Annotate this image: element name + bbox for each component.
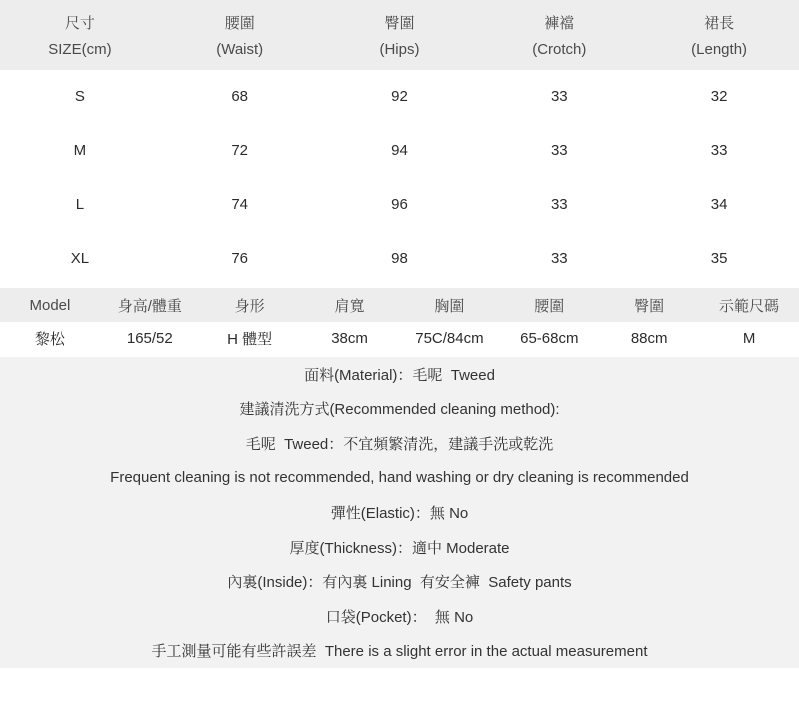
cell-hips: 94 bbox=[391, 142, 408, 160]
model-cell-height-weight: 165/52 bbox=[126, 330, 173, 347]
cell-size: M bbox=[73, 142, 87, 160]
info-cleaning-method-title: 建議清洗方式(Recommended cleaning method): bbox=[239, 401, 560, 419]
info-inside-lining: 內裏(Inside)：有內裏 Lining 有安全褲 Safety pants bbox=[227, 574, 572, 592]
size-col-header-en: (Hips) bbox=[379, 41, 420, 59]
size-col-header-size bbox=[0, 0, 160, 70]
model-col-header: 身形 bbox=[234, 297, 265, 315]
cell-hips: 98 bbox=[391, 249, 408, 267]
model-col-header: 身高/體重 bbox=[117, 297, 182, 315]
cell-size: S bbox=[74, 88, 85, 106]
table-row-size-xl bbox=[0, 231, 799, 285]
info-pocket: 口袋(Pocket)： 無 No bbox=[325, 608, 474, 626]
size-col-header-hips bbox=[320, 0, 480, 70]
table-row-size-m bbox=[0, 124, 799, 178]
cell-hips: 92 bbox=[391, 88, 408, 106]
info-thickness: 厚度(Thickness)：適中 Moderate bbox=[289, 539, 510, 557]
cell-waist: 68 bbox=[231, 88, 249, 106]
model-cell-name: 黎松 bbox=[34, 331, 65, 348]
info-cleaning-method-zh: 毛呢 Tweed：不宜頻繁清洗，建議手洗或乾洗 bbox=[245, 435, 554, 453]
cell-length: 33 bbox=[710, 142, 728, 160]
model-col-header: Model bbox=[29, 296, 71, 314]
cell-waist: 72 bbox=[231, 142, 249, 160]
table-row-size-s bbox=[0, 70, 799, 124]
size-col-header-waist bbox=[160, 0, 320, 70]
cell-length: 32 bbox=[710, 88, 728, 106]
model-table-header bbox=[0, 288, 799, 322]
cell-length: 35 bbox=[710, 249, 728, 267]
info-cleaning-method-en: Frequent cleaning is not recommended, hand washing or dry cleaning is recommended bbox=[110, 469, 689, 487]
model-cell-demo-size: M bbox=[742, 330, 756, 347]
size-col-header-length bbox=[639, 0, 799, 70]
model-col-header: 腰圍 bbox=[534, 297, 565, 315]
model-cell-bust: 75C/84cm bbox=[415, 330, 484, 347]
size-col-header-zh: 腰圍 bbox=[224, 14, 255, 32]
size-col-header-zh: 尺寸 bbox=[64, 14, 95, 32]
size-col-header-zh: 裙長 bbox=[704, 14, 735, 32]
cell-crotch: 33 bbox=[550, 142, 568, 160]
cell-crotch: 33 bbox=[550, 88, 568, 106]
product-info-section bbox=[0, 357, 799, 668]
cell-size: L bbox=[75, 195, 85, 213]
model-cell-body-type: H 體型 bbox=[227, 331, 273, 348]
size-table-header bbox=[0, 0, 799, 70]
size-table bbox=[0, 0, 799, 285]
model-col-header: 胸圍 bbox=[434, 297, 465, 315]
model-cell-waist: 65-68cm bbox=[520, 330, 579, 347]
cell-crotch: 33 bbox=[550, 249, 568, 267]
model-col-header: 示範尺碼 bbox=[719, 297, 780, 315]
model-col-header: 肩寬 bbox=[334, 297, 365, 315]
size-col-header-zh: 臀圍 bbox=[384, 14, 415, 32]
model-cell-shoulder: 38cm bbox=[331, 330, 368, 347]
size-col-header-en: (Length) bbox=[691, 41, 748, 59]
info-elastic: 彈性(Elastic)：無 No bbox=[330, 505, 469, 523]
size-table-body bbox=[0, 70, 799, 285]
table-row-size-l bbox=[0, 178, 799, 232]
cell-waist: 76 bbox=[231, 249, 249, 267]
model-col-header: 臀圍 bbox=[634, 297, 665, 315]
model-table-row bbox=[0, 322, 799, 355]
cell-crotch: 33 bbox=[550, 195, 568, 213]
size-col-header-crotch bbox=[479, 0, 639, 70]
model-cell-hips: 88cm bbox=[630, 330, 668, 347]
cell-hips: 96 bbox=[391, 195, 408, 213]
size-col-header-en: SIZE(cm) bbox=[48, 41, 112, 59]
size-col-header-en: (Crotch) bbox=[532, 41, 587, 59]
cell-length: 34 bbox=[710, 195, 728, 213]
model-table bbox=[0, 288, 799, 355]
info-material: 面料(Material)：毛呢 Tweed bbox=[304, 366, 495, 384]
cell-waist: 74 bbox=[231, 195, 249, 213]
size-col-header-en: (Waist) bbox=[216, 41, 264, 59]
cell-size: XL bbox=[70, 249, 90, 267]
size-col-header-zh: 褲襠 bbox=[544, 14, 575, 32]
info-measurement-note: 手工測量可能有些許誤差 There is a slight error in the actual measurement bbox=[151, 643, 648, 661]
